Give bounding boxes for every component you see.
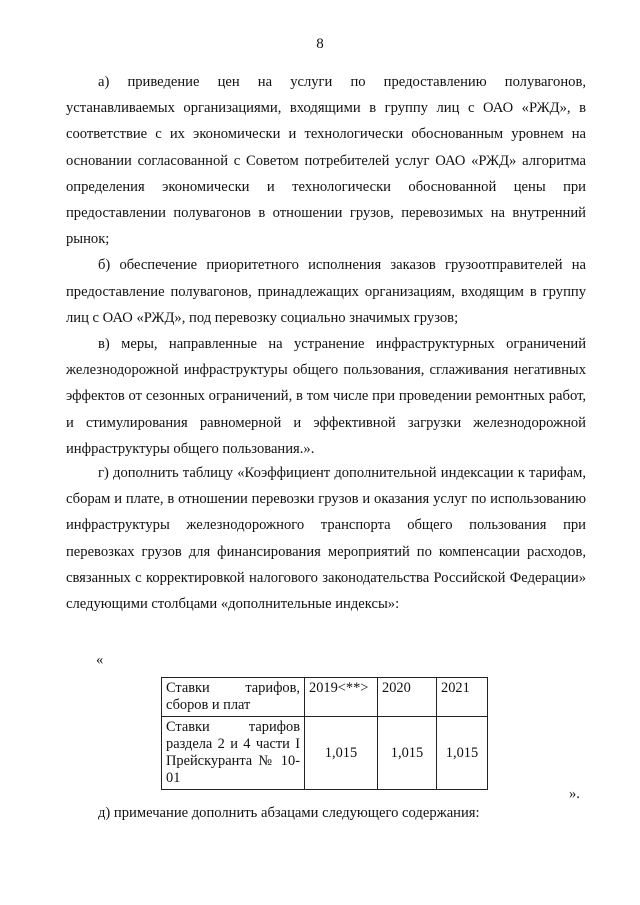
table-header-2021: 2021 xyxy=(437,678,488,717)
paragraph-d: д) примечание дополнить абзацами следующего содержания: xyxy=(98,805,480,821)
additional-index-table xyxy=(161,677,488,790)
page-number: 8 xyxy=(316,36,324,52)
table-header-label: Ставки тарифов, сборов и плат xyxy=(162,678,305,717)
table-header-2019: 2019<**> xyxy=(305,678,378,717)
table-header-row xyxy=(162,678,488,717)
table-close-quote: ». xyxy=(569,786,580,802)
table-value-2019: 1,015 xyxy=(305,717,378,790)
table-row-label: Ставки тарифов раздела 2 и 4 части I Прейскуранта № 10-01 xyxy=(162,717,305,790)
paragraph-b: б) обеспечение приоритетного исполнения заказов грузоотправителей на предоставление полувагонов, принадлежащих организациям, входящим в группу лиц с ОАО «РЖД», под перевозку социально значимых грузов; xyxy=(66,257,586,326)
amendment-paragraph-g-block xyxy=(66,460,586,617)
table-open-quote: « xyxy=(96,652,104,668)
table-value-2021: 1,015 xyxy=(437,717,488,790)
paragraph-g: г) дополнить таблицу «Коэффициент дополнительной индексации к тарифам, сборам и плате, в отношении перевозки грузов и оказания услуг по использованию инфраструктуры железнодорожного транспорта общего пользования при перевозках грузов для финансирования мероприятий по компенсации расходов, связанных с корректировкой налогового законодательства Российской Федерации» следующими столбцами «дополнительные индексы»: xyxy=(66,465,586,613)
table-row xyxy=(162,717,488,790)
table-header-2020: 2020 xyxy=(378,678,437,717)
amendment-paragraphs-top xyxy=(66,69,586,462)
paragraph-v: в) меры, направленные на устранение инфраструктурных ограничений железнодорожной инфраструктуры общего пользования, сглаживания негативных эффектов от сезонных ограничений, в том числе при проведении ремонтных работ, и стимулирования равномерной и эффективной загрузки железнодорожной инфраструктуры общего пользования.». xyxy=(66,336,586,457)
paragraph-a: а) приведение цен на услуги по предоставлению полувагонов, устанавливаемых организациями, входящими в группу лиц с ОАО «РЖД», в соответствие с их экономически и технологически обоснованным уровнем на основании согласованной с Советом потребителей услуг ОАО «РЖД» алгоритма определения экономически и технологически обоснованной цены при предоставлении полувагонов в отношении грузов, перевозимых на внутренний рынок; xyxy=(66,74,586,248)
table-value-2020: 1,015 xyxy=(378,717,437,790)
